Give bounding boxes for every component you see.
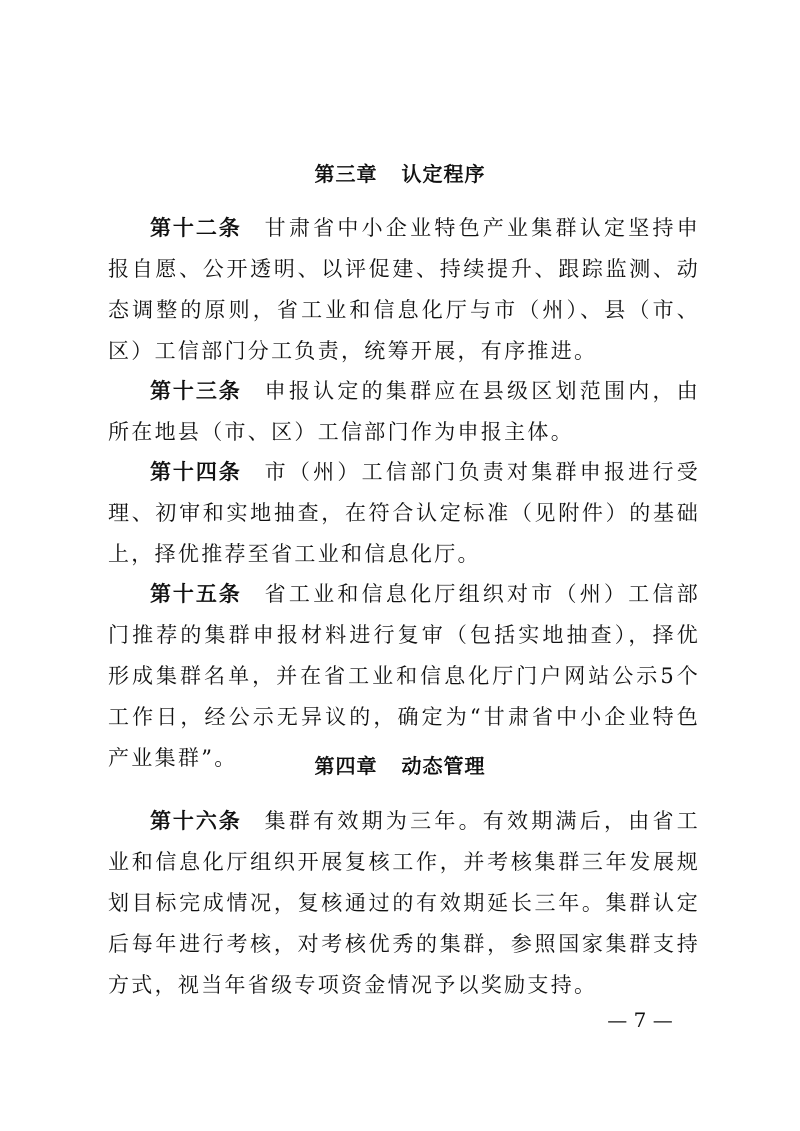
article-paragraph — [108, 801, 700, 1006]
article-paragraph — [108, 208, 700, 372]
page-number: — 7 — — [607, 1008, 673, 1032]
article-text: 申报认定的集群应在县级区划范围内，由所在地县（市、区）工信部门作为申报主体。 — [108, 379, 700, 444]
article-number: 第十六条 — [150, 809, 242, 833]
article-number: 第十三条 — [150, 379, 242, 403]
article-paragraph — [108, 574, 700, 779]
article-paragraph — [108, 371, 700, 453]
chapter-heading — [0, 158, 800, 187]
article-text: 甘肃省中小企业特色产业集群认定坚持申报自愿、公开透明、以评促建、持续提升、跟踪监测、动态调整的原则，省工业和信息化厅与市（州）、县（市、区）工信部门分工负责，统筹开展，有序推进。 — [108, 216, 700, 363]
article-number: 第十二条 — [150, 216, 242, 240]
article-text: 省工业和信息化厅组织对市（州）工信部门推荐的集群申报材料进行复审（包括实地抽查），择优形成集群名单，并在省工业和信息化厅门户网站公示5个工作日，经公示无异议的，确定为“甘肃省中小企业特色产业集群”。 — [108, 582, 700, 770]
chapter-number: 第四章 — [314, 754, 378, 778]
article-paragraph — [108, 452, 700, 575]
article-text: 市（州）工信部门负责对集群申报进行受理、初审和实地抽查，在符合认定标准（见附件）的基础上，择优推荐至省工业和信息化厅。 — [108, 460, 700, 566]
article-number: 第十五条 — [150, 582, 242, 606]
chapter-number: 第三章 — [314, 162, 378, 186]
chapter-heading — [0, 750, 800, 779]
chapter-title: 认定程序 — [401, 162, 486, 186]
article-number: 第十四条 — [150, 460, 242, 484]
article-text: 集群有效期为三年。有效期满后，由省工业和信息化厅组织开展复核工作，并考核集群三年发展规划目标完成情况，复核通过的有效期延长三年。集群认定后每年进行考核，对考核优秀的集群，参照国家集群支持方式，视当年省级专项资金情况予以奖励支持。 — [108, 809, 700, 997]
chapter-title: 动态管理 — [401, 754, 486, 778]
